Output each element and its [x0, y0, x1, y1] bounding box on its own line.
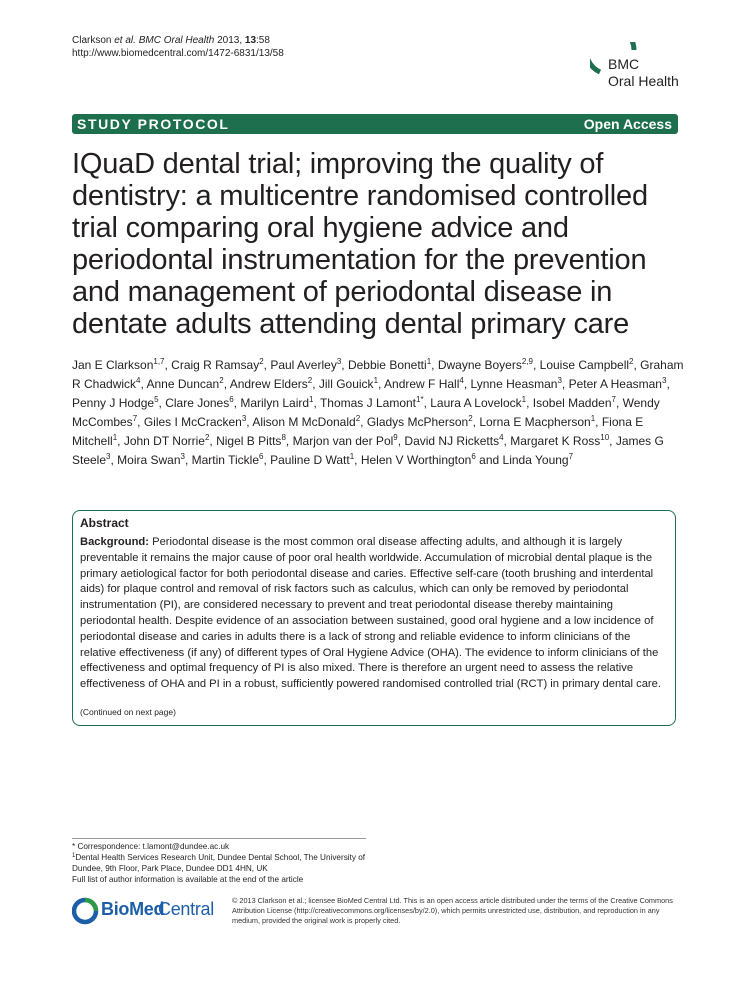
author-name-text: Isobel Madden — [532, 396, 612, 410]
author-affiliation-mark: 2 — [204, 433, 210, 442]
author-name — [503, 453, 574, 467]
author-affiliation-mark: 2 — [468, 414, 473, 423]
author-name-text: Penny J Hodge — [72, 396, 155, 410]
article-type-banner — [72, 114, 678, 134]
author-name-text: Helen V Worthington — [360, 453, 472, 467]
author-affiliation-mark: 8 — [281, 433, 286, 442]
author-name — [319, 377, 378, 391]
author-name-text: Margaret K Ross — [510, 434, 601, 448]
author-affiliation-mark: 1,7 — [153, 357, 165, 366]
author-name — [252, 415, 360, 429]
abstract-box — [72, 510, 676, 726]
author-affiliation-mark: 3 — [241, 414, 247, 423]
author-name-text: Gladys McPherson — [366, 415, 469, 429]
author-affiliation-mark: 1* — [416, 395, 424, 404]
author-name — [361, 453, 476, 467]
author-list: Jan E Clarkson$^{1,7}$, Craig R Ramsay$^2$, Paul Averley$^3$, Debbie Bonetti$^1$, Dwayne Boyers$^{2,9}$, Louise Campbell$^2$, Graham R Chadwick$^4$, Anne Duncan$^2$, Andrew Elders$^2$, Jill Gouick$^1$, Andrew F Hall$^4$, Lynne Heasman$^3$, Peter A Heasman$^3$, Penny J Hodge$^5$, Clare Jones$^6$, Marilyn Laird$^1$, Thomas J Lamont$^{1*}$, Laura A Lovelock$^1$, Isobel Madden$^7$, Wendy McCombes$^7$, Giles I McCracken$^3$, Alison M McDonald$^2$, Gladys McPherson$^2$, Lorna E Macpherson$^1$, Fiona E Mitchell$^1$, John DT Norrie$^2$, Nigel B Pitts$^8$, Marjon van der Pol$^9$, David NJ Ricketts$^4$, Margaret K Ross$^{10}$, James G Steele$^3$, Moira Swan$^3$, Martin Tickle$^6$, Pauline D Watt$^1$, Helen V Worthington$^6$ and Linda Young$^7$ — [72, 357, 684, 467]
journal-logo-line2: Oral Health — [608, 73, 679, 89]
author-name — [216, 434, 286, 448]
author-affiliation-mark: 3 — [106, 452, 111, 461]
author-affiliation-mark: 1 — [426, 357, 432, 366]
author-name — [510, 434, 609, 448]
author-affiliation-mark: 2 — [629, 357, 634, 366]
journal-logo[interactable] — [590, 42, 700, 92]
author-name — [270, 358, 341, 372]
author-name-text: Jill Gouick — [318, 377, 374, 391]
author-affiliation-mark: 2 — [259, 357, 264, 366]
journal-logo-line1: BMC — [608, 56, 640, 72]
citation-authors: Clarkson — [72, 35, 112, 46]
article-type-label: STUDY PROTOCOL — [77, 116, 230, 132]
author-name — [240, 396, 313, 410]
author-name — [384, 377, 464, 391]
author-name-text: Craig R Ramsay — [171, 358, 260, 372]
author-name-text: John DT Norrie — [123, 434, 205, 448]
author-name-text: Wendy McCombes — [72, 396, 660, 429]
author-name — [348, 358, 431, 372]
author-affiliation-mark: 4 — [136, 376, 141, 385]
footnote-divider — [72, 838, 366, 839]
abstract-heading: Abstract — [80, 516, 129, 530]
author-name — [72, 396, 159, 410]
author-affiliation-mark: 7 — [568, 452, 574, 461]
author-affiliation-mark: 2 — [219, 376, 224, 385]
author-affiliation-mark: 2,9 — [521, 357, 533, 366]
footnotes — [72, 841, 392, 885]
author-affiliation-mark: 1 — [349, 452, 355, 461]
author-affiliation-mark: 1 — [309, 395, 314, 404]
author-name-text: Dwayne Boyers — [437, 358, 522, 372]
abstract-background — [80, 535, 665, 693]
author-name-text: Andrew Elders — [229, 377, 308, 391]
author-name — [479, 415, 595, 429]
author-name — [540, 358, 634, 372]
citation-header — [72, 34, 284, 60]
author-name-text: Paul Averley — [270, 358, 337, 372]
author-name-text: Graham R Chadwick — [72, 358, 684, 391]
author-name-text: Debbie Bonetti — [347, 358, 427, 372]
author-affiliation-mark: 2 — [307, 376, 313, 385]
author-affiliation-mark: 1 — [373, 376, 379, 385]
author-name — [367, 415, 473, 429]
author-name-text: Moira Swan — [117, 453, 181, 467]
author-name — [192, 453, 264, 467]
affiliation-text: Dental Health Services Research Unit, Dundee Dental School, The University of Dundee, 9th Floor, Park Place, Dundee DD1 4HN, UK — [72, 853, 366, 873]
author-affiliation-mark: 5 — [154, 395, 159, 404]
biomed-central-swirl-icon — [72, 896, 102, 926]
author-affiliation-mark: 7 — [611, 395, 616, 404]
author-name-text: Lynne Heasman — [470, 377, 558, 391]
author-name-text: Marilyn Laird — [240, 396, 310, 410]
author-affiliation-mark: 7 — [132, 414, 138, 423]
author-name — [569, 377, 667, 391]
publisher-logo-bold: BioMed — [101, 899, 165, 919]
author-name — [117, 453, 185, 467]
author-affiliation-mark: 6 — [229, 395, 234, 404]
author-name — [404, 434, 503, 448]
author-affiliation-mark: 3 — [336, 357, 342, 366]
author-name-text: Linda Young — [502, 453, 569, 467]
author-name — [270, 453, 354, 467]
license-text: © 2013 Clarkson et al.; licensee BioMed Central Ltd. This is an open access article distributed under the terms of the Creative Commons Attribution License (http://creativecommons.org/licenses/by/2.0), which permits unrestricted use, distribution, and reproduction in any medium, provided the original work is properly cited. — [232, 896, 673, 925]
author-name — [320, 396, 424, 410]
author-affiliation-mark: 4 — [499, 433, 504, 442]
author-affiliation-mark: 2 — [355, 414, 361, 423]
author-name — [438, 358, 533, 372]
author-name — [293, 434, 398, 448]
author-name — [171, 358, 263, 372]
author-affiliation-mark: 3 — [180, 452, 185, 461]
affiliation-mark: 1 — [72, 853, 76, 859]
author-affiliation-mark: 10 — [600, 433, 610, 442]
author-affiliation-mark: 9 — [393, 433, 398, 442]
citation-url[interactable]: http://www.biomedcentral.com/1472-6831/13/58 — [72, 48, 284, 59]
author-name-text: Giles I McCracken — [143, 415, 242, 429]
citation-journal: BMC Oral Health — [138, 35, 215, 46]
author-name-text: Clare Jones — [165, 396, 230, 410]
author-name-text: David NJ Ricketts — [404, 434, 500, 448]
author-name-text: Louise Campbell — [539, 358, 630, 372]
continued-note: (Continued on next page) — [80, 707, 176, 717]
author-name — [144, 415, 246, 429]
citation-etal: et al. — [114, 35, 136, 46]
author-name — [124, 434, 210, 448]
author-affiliation-mark: 6 — [259, 452, 264, 461]
author-name-text: Martin Tickle — [191, 453, 259, 467]
author-name-text: Peter A Heasman — [568, 377, 662, 391]
biomed-central-logo[interactable] — [72, 896, 217, 928]
citation-volume: 13 — [244, 35, 257, 46]
author-name-text: Anne Duncan — [146, 377, 220, 391]
author-name-text: Laura A Lovelock — [430, 396, 522, 410]
author-affiliation-mark: 3 — [557, 376, 562, 385]
citation-article: :58 — [256, 35, 270, 46]
citation-year: 2013, — [217, 35, 243, 46]
author-name — [147, 377, 224, 391]
open-access-label: Open Access — [583, 116, 672, 132]
correspondence-note: * Correspondence: t.lamont@dundee.ac.uk — [72, 842, 230, 851]
author-name — [533, 396, 616, 410]
publisher-logo-regular: Central — [158, 899, 214, 919]
author-name-text: Andrew F Hall — [384, 377, 460, 391]
author-name — [471, 377, 562, 391]
author-name-text: Lorna E Macpherson — [479, 415, 591, 429]
author-name-text: Jan E Clarkson — [72, 358, 154, 372]
author-name-text: Nigel B Pitts — [216, 434, 282, 448]
author-name-text: James G Steele — [72, 434, 664, 467]
author-affiliation-mark: 4 — [459, 376, 464, 385]
author-affiliation-mark: 6 — [471, 452, 476, 461]
author-name-text: Marjon van der Pol — [292, 434, 394, 448]
author-affiliation-mark: 1 — [521, 395, 527, 404]
author-affiliation-mark: 1 — [590, 414, 596, 423]
author-name — [72, 358, 165, 372]
affiliation-note — [72, 852, 392, 874]
author-affiliation-mark: 3 — [661, 376, 667, 385]
background-label: Background: — [80, 536, 149, 548]
full-list-note: Full list of author information is available at the end of the article — [72, 875, 304, 884]
author-name-text: Pauline D Watt — [270, 453, 350, 467]
author-name — [230, 377, 313, 391]
author-name-text: Alison M McDonald — [252, 415, 356, 429]
author-name-text: Fiona E Mitchell — [72, 415, 644, 448]
author-affiliation-mark: 1 — [112, 433, 118, 442]
background-text: Periodontal disease is the most common oral disease affecting adults, and although it is largely preventable it remains the major cause of poor oral health worldwide. Accumulation of microbial dental plaque is the primary aetiological factor for both periodontal disease and caries. Effective self-care (tooth brushing and interdental aids) for plaque control and removal of risk factors such as calculus, which can only be removed by periodontal instrumentation (PI), are considered necessary to prevent and treat periodontal disease thereby maintaining periodontal health. Despite evidence of an association between sustained, good oral hygiene and a low incidence of periodontal disease and caries in adults there is a lack of strong and reliable evidence to inform clinicians of the relative effectiveness (if any) of different types of Oral Hygiene Advice (OHA). The evidence to inform clinicians of the effectiveness and optimal frequency of PI is also mixed. There is therefore an urgent need to assess the relative effectiveness of OHA and PI in a robust, sufficiently powered randomised controlled trial (RCT) in primary dental care. — [80, 536, 661, 691]
article-title: IQuaD dental trial; improving the quality of dentistry: a multicentre randomised controlled trial comparing oral hygiene advice and periodontal instrumentation for the prevention and management of periodontal disease in dentate adults attending dental primary care — [72, 148, 648, 340]
citation-line — [72, 34, 284, 47]
author-name — [165, 396, 233, 410]
author-name — [430, 396, 526, 410]
author-name-text: Thomas J Lamont — [319, 396, 416, 410]
